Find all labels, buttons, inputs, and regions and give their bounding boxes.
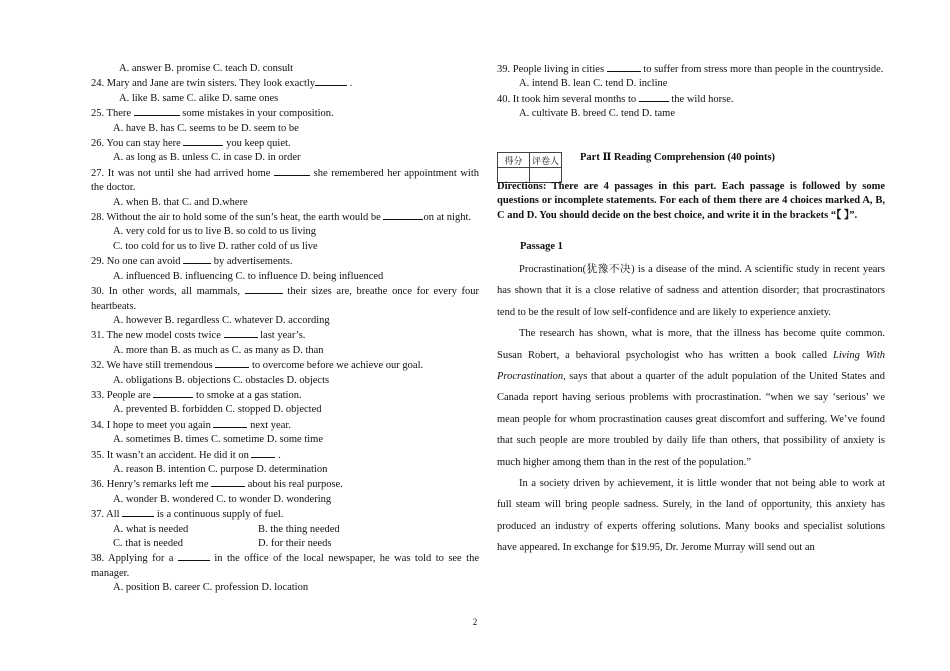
answer-blank [183,136,223,146]
answer-blank [224,328,258,338]
q39-options: A. intend B. lean C. tend D. incline [519,78,668,90]
part-title: Part Ⅱ Reading Comprehension (40 points) [580,152,776,163]
q37-options-1: A. what is needed B. the thing needed [113,523,340,535]
score-table [497,152,562,183]
paragraph-3: In a society driven by achievement, it is little wonder that not being able to work at full steam will bring people sadness. Surely, in the land of opportunity, this anxiety has produced an industry of experts offering solutions. Many books and specialist solutions have appeared. In exchange for $19.95, Dr. Jerome Murray will send out an [497,478,885,554]
q27-options: A. when B. that C. and D.where [113,196,248,208]
q40: 40. It took him several months to the wild horse. [497,93,734,105]
answer-blank [178,551,210,561]
answer-blank [245,284,283,294]
paragraph-2: The research has shown, what is more, that the illness has become quite common. Susan Robert, a behavioral psychologist who has written a book called Living With Procrastination, says that about a quarter of the adult population of the United States and Canada report having serious problems with procrastination. “when we say ‘serious’ we mean people for whom procrastination causes great discomfort and suffering. We’ve found that such people are more troubled by daily life than others, that possibility of anxiety is much higher among them than in the rest of the population.” [497,328,885,468]
q35: 35. It wasn’t an accident. He did it on . [91,449,281,461]
passage-body [497,259,885,559]
q34-options: A. sometimes B. times C. sometime D. some time [113,434,323,446]
answer-blank [153,388,193,398]
q31: 31. The new model costs twice last year’s. [91,330,306,342]
paragraph-1: Procrastination(犹豫不决) is a disease of the mind. A scientific study in recent years has shown that it is a close relative of sadness and attention disorder; that procrastinators tend to be the result of low self-confidence and are likely to experience anxiety. [497,264,885,318]
q27: 27. It was not until she had arrived home she remembered her appointment with the doctor. [91,167,479,194]
q30-options: A. however B. regardless C. whatever D. according [113,314,330,326]
q28: 28. Without the air to hold some of the sun’s heat, the earth would be on at night. [91,212,471,224]
grader-label: 评卷人 [530,153,562,168]
answer-blank [134,106,180,116]
q38-options: A. position B. career C. profession D. location [113,582,309,594]
q40-options: A. cultivate B. breed C. tend D. tame [519,108,675,120]
answer-blank [213,418,247,428]
q29: 29. No one can avoid by advertisements. [91,256,293,268]
q28-options-1: A. very cold for us to live B. so cold to us living [113,226,316,238]
q31-options: A. more than B. as much as C. as many as D. than [113,344,324,356]
q25-options: A. have B. has C. seems to be D. seem to be [113,122,299,134]
q25: 25. There some mistakes in your composition. [91,108,334,120]
book-title: Living With Procrastination, [497,349,885,383]
answer-blank [251,448,275,458]
q36: 36. Henry’s remarks left me about his real purpose. [91,479,343,491]
answer-blank [211,477,245,487]
q37-options-2: C. that is needed D. for their needs [113,538,332,549]
q34: 34. I hope to meet you again next year. [91,419,291,431]
q39: 39. People living in cities to suffer from stress more than people in the countryside. [497,64,884,75]
q29-options: A. influenced B. influencing C. to influence D. being influenced [113,270,384,282]
answer-blank [607,62,641,72]
q26-options: A. as long as B. unless C. in case D. in order [113,152,301,164]
q24-options: A. like B. same C. alike D. same ones [119,92,279,104]
q23-options: A. answer B. promise C. teach D. consult [119,63,294,74]
q32: 32. We have still tremendous to overcome before we achieve our goal. [91,360,424,372]
q33: 33. People are to smoke at a gas station. [91,389,302,401]
answer-blank [639,92,669,102]
directions: Directions: There are 4 passages in this part. Each passage is followed by some questions or incomplete statements. For each of them there are 4 choices marked A, B, C and D. You should decide on the best choice, and write it in the brackets “【 】”. [497,181,885,221]
answer-blank [274,166,310,176]
right-column-questions [497,62,885,122]
q37: 37. All is a continuous supply of fuel. [91,509,284,521]
q28-options-2: C. too cold for us to live D. rather cold of us live [113,240,318,252]
q26: 26. You can stay here you keep quiet. [91,138,291,150]
score-label: 得分 [498,153,530,168]
q33-options: A. prevented B. forbidden C. stopped D. objected [113,404,322,416]
q30: 30. In other words, all mammals, their sizes are, breathe once for every four heartbeats. [91,286,479,312]
q24: 24. Mary and Jane are twin sisters. They look exactly . [91,78,353,90]
page-number: 2 [472,617,478,627]
q36-options: A. wonder B. wondered C. to wonder D. wondering [113,493,332,505]
answer-blank [315,76,347,86]
answer-blank [183,254,211,264]
passage-title: Passage 1 [520,241,563,252]
answer-blank [215,358,249,368]
answer-blank [122,507,154,517]
q38: 38. Applying for a in the office of the local newspaper, he was told to see the manager. [91,553,479,579]
answer-blank [383,210,423,220]
q32-options: A. obligations B. objections C. obstacles D. objects [113,374,330,386]
q35-options: A. reason B. intention C. purpose D. determination [113,463,328,475]
left-column [91,62,479,596]
